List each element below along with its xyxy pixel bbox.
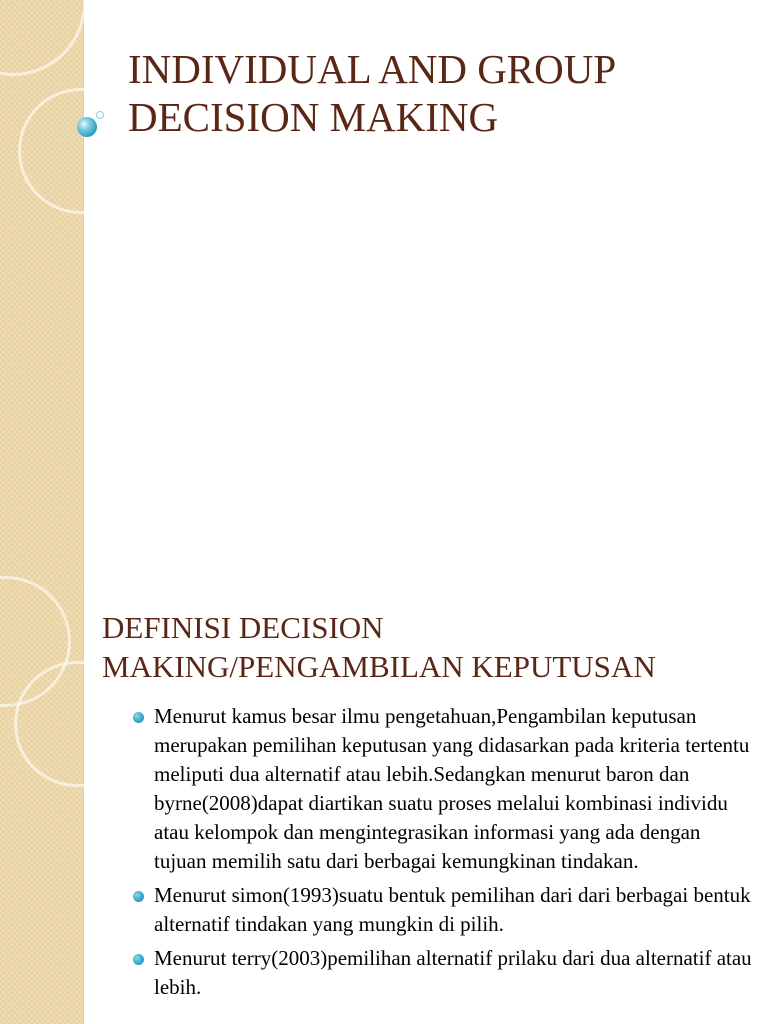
bullet-text: Menurut terry(2003)pemilihan alternatif prilaku dari dua alternatif atau lebih.	[154, 946, 752, 999]
blue-bullet-icon	[133, 712, 144, 723]
slide-1-title-line-2: DECISION MAKING	[128, 94, 499, 140]
bullet-item	[133, 702, 753, 876]
decorative-ring	[18, 88, 144, 214]
slide-1-title-line-1: INDIVIDUAL AND GROUP	[128, 46, 617, 92]
bullet-item	[133, 881, 753, 939]
blue-bullet-icon	[133, 891, 144, 902]
slide-1-title	[128, 45, 748, 141]
small-orb-icon	[96, 111, 104, 119]
bullet-item	[133, 944, 753, 1002]
slide-2-title-line-1: DEFINISI DECISION	[102, 610, 384, 645]
blue-bullet-icon	[133, 954, 144, 965]
slide-2-title	[102, 608, 752, 686]
blue-orb-icon	[77, 117, 97, 137]
slide-2-title-line-2: MAKING/PENGAMBILAN KEPUTUSAN	[102, 649, 656, 684]
decorative-side-band	[0, 576, 84, 1024]
decorative-ring	[0, 0, 86, 76]
slide-2	[0, 576, 768, 1024]
bullet-list	[133, 702, 753, 1007]
decorative-side-band	[0, 0, 84, 576]
bullet-text: Menurut simon(1993)suatu bentuk pemilihan dari dari berbagai bentuk alternatif tindakan yang mungkin di pilih.	[154, 883, 751, 936]
bullet-text: Menurut kamus besar ilmu pengetahuan,Pengambilan keputusan merupakan pemilihan keputusan yang didasarkan pada kriteria tertentu meliputi dua alternatif atau lebih.Sedangkan menurut baron dan byrne(2008)dapat diartikan suatu proses melalui kombinasi individu atau kelompok dan mengintegrasikan informasi yang ada dengan tujuan memilih satu dari berbagai kemungkinan tindakan.	[154, 704, 750, 873]
